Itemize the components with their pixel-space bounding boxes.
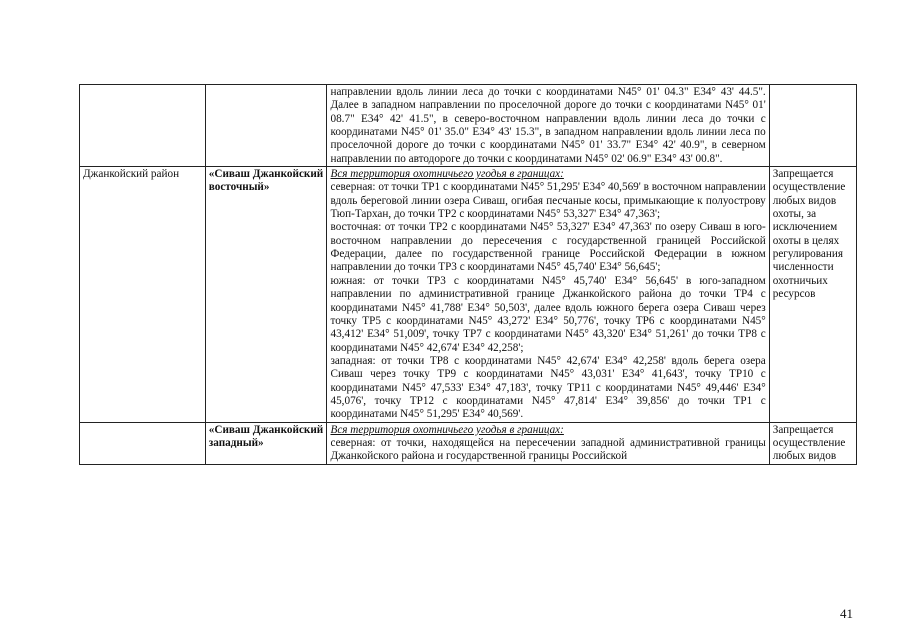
boundary-description-cell <box>327 422 769 464</box>
restriction-cell: Запрещается осуществление любых видов <box>769 422 856 464</box>
boundary-heading: Вся территория охотничьего угодья в границах: <box>330 423 564 436</box>
hunting-grounds-table <box>79 84 857 465</box>
boundary-north: северная: от точки, находящейся на пересечении западной административной границы Джанкойского района и государственной границы Российской <box>330 436 766 463</box>
restriction-cell <box>769 85 856 167</box>
boundary-description-cell <box>327 167 769 423</box>
page-number: 41 <box>840 606 853 621</box>
boundary-heading: Вся территория охотничьего угодья в границах: <box>330 168 564 181</box>
table-row <box>80 422 857 464</box>
hunting-ground-cell: «Сиваш Джанкойский восточный» <box>205 167 327 423</box>
boundary-west: западная: от точки ТР8 с координатами N45° 42,674' E34° 42,258' вдоль берега озера Сиваш через точку ТР9 с координатами N45° 43,031' E34° 41,643', точку ТР10 с координатами N45° 47,533' E34° 47,183', точку ТР11 с координатами N45° 49,446' E34° 45,076', точку ТР12 с координатами N45° 47,814' E34° 39,856' до точки ТР1 с координатами N45° 51,295' E34° 40,569'. <box>330 354 766 421</box>
hunting-ground-cell: «Сиваш Джанкойский западный» <box>205 422 327 464</box>
region-cell <box>80 422 206 464</box>
boundary-north: северная: от точки ТР1 с координатами N45° 51,295' E34° 40,569' в восточном направлении вдоль береговой линии озера Сиваш, огибая песчаные косы, примыкающие к полуострову Тюп-Тархан, до точки ТР2 с координатами N45° 53,327' E34° 47,363'; <box>330 181 766 221</box>
region-cell: Джанкойский район <box>80 167 206 423</box>
region-cell <box>80 85 206 167</box>
boundary-east: восточная: от точки ТР2 с координатами N45° 53,327' E34° 47,363' по озеру Сиваш в юго-восточном направлении до пересечения с государственной границей Российской Федерации, далее по государственной границе Российской Федерации в южном направлении до точки ТР3 с координатами N45° 45,740' E34° 56,645'; <box>330 221 766 274</box>
table-row <box>80 85 857 167</box>
table-row <box>80 167 857 423</box>
restriction-cell: Запрещается осуществление любых видов охоты, за исключением охоты в целях регулирования численности охотничьих ресурсов <box>769 167 856 423</box>
hunting-ground-cell <box>205 85 327 167</box>
boundary-south: южная: от точки ТР3 с координатами N45° 45,740' E34° 56,645' в юго-западном направлении по административной границе Джанкойского района до точки ТР4 с координатами N45° 41,788' E34° 50,503', далее вдоль южного берега озера Сиваш через точку ТР5 с координатами N45° 43,272' E34° 50,776', точку ТР6 с координатами N45° 43,412' E34° 51,009', точку ТР7 с координатами N45° 43,320' E34° 51,261' до точки ТР8 с координатами N45° 42,674' E34° 42,258'; <box>330 274 766 354</box>
boundary-paragraph: направлении вдоль линии леса до точки с координатами N45° 01' 04.3" E34° 43' 44.5". Далее в западном направлении по проселочной дороге до точки с координатами N45° 01' 08.7" E34° 42' 41.5", в северо-восточном направлении вдоль линии леса до точки с координатами N45° 01' 35.0" E34° 43' 15.3", в западном направлении вдоль линии леса по проселочной дороге до точки с координатами N45° 01' 33.7" E34° 42' 40.9", в северном направлении по автодороге до точки с координатами N45° 02' 06.9" E34° 43' 00.8". <box>330 86 766 165</box>
boundary-description-cell <box>327 85 769 167</box>
